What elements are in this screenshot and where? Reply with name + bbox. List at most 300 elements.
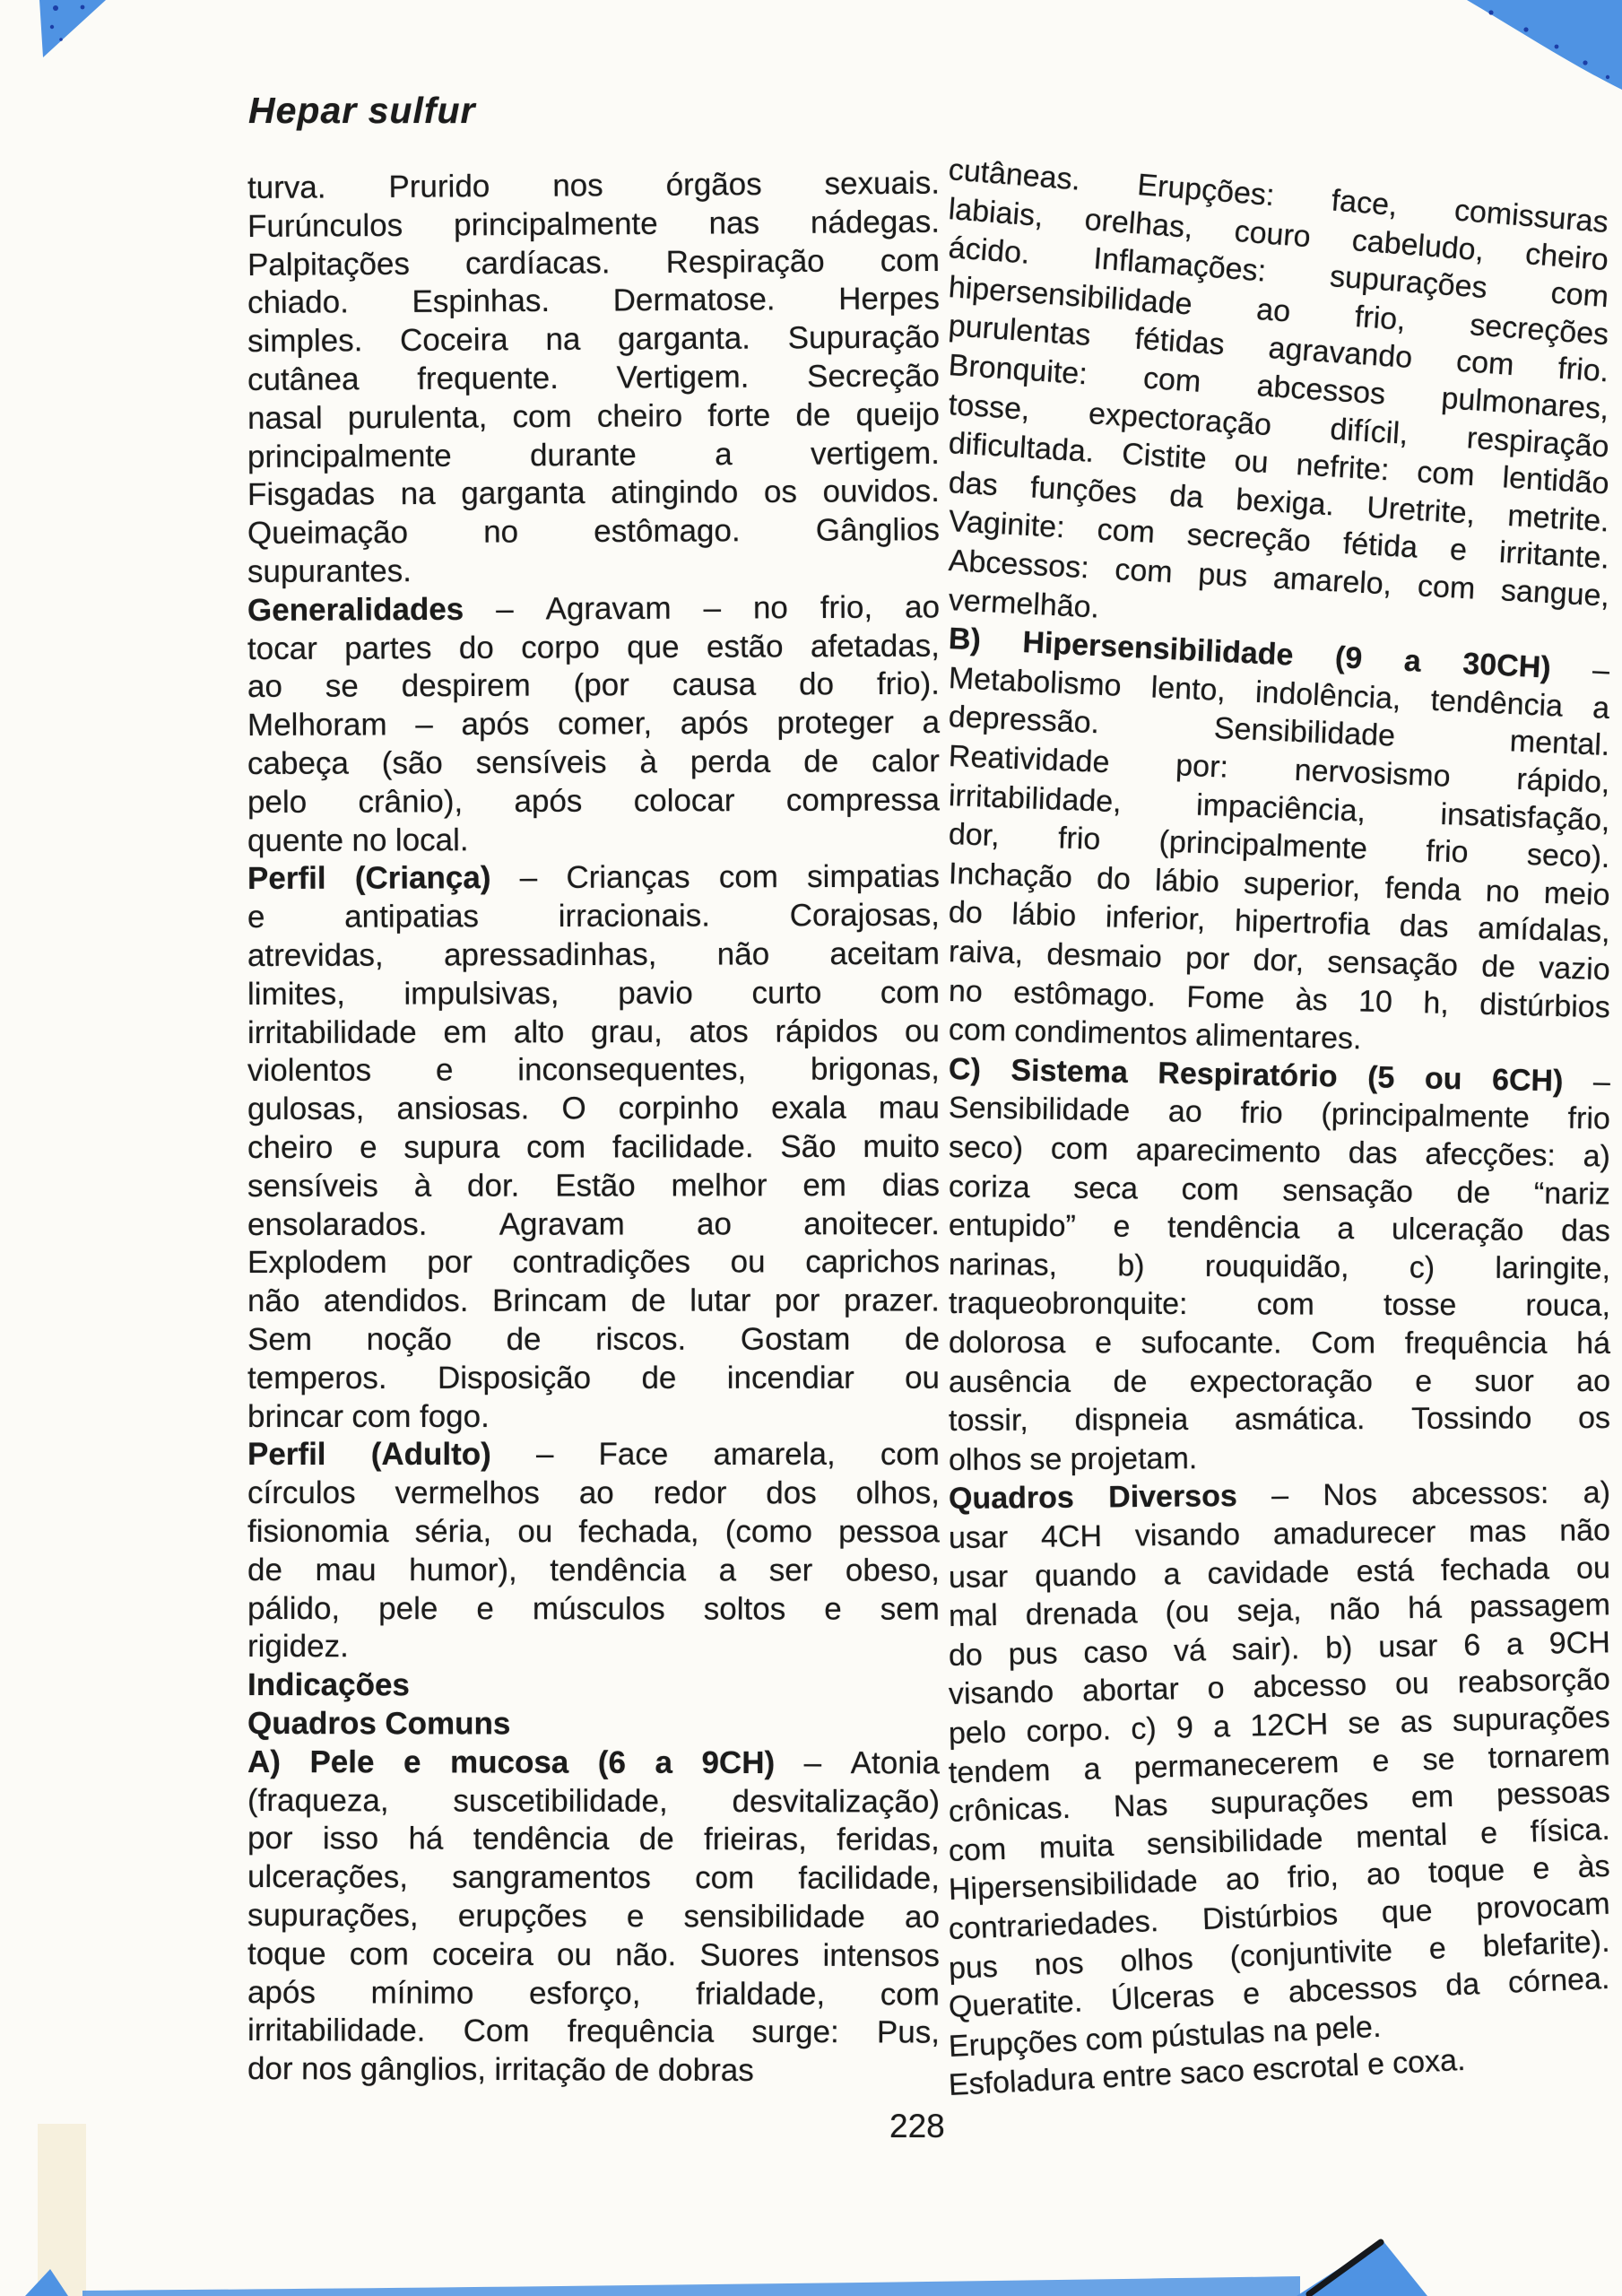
speckle-icon <box>1523 27 1528 31</box>
word: – <box>1592 653 1611 689</box>
word: frialdade, <box>696 1976 826 2012</box>
word: com <box>880 974 941 1011</box>
word: distúrbios <box>1479 987 1611 1025</box>
word: causa <box>672 667 757 703</box>
word: dor, <box>1252 943 1305 978</box>
word: tornarem <box>1488 1737 1611 1775</box>
word: em <box>1410 1779 1454 1815</box>
text-line <box>247 1822 940 1856</box>
word: gânglios, <box>360 2051 487 2088</box>
word: e <box>247 900 265 935</box>
word: rouca, <box>1525 1288 1611 1324</box>
word: com <box>526 1129 586 1165</box>
word: de <box>506 1321 542 1357</box>
word: seja, <box>1236 1593 1302 1629</box>
word: de <box>1480 949 1516 985</box>
word: corpinho <box>618 1091 740 1126</box>
word: queijo <box>855 396 941 432</box>
bold-word: Hipersensibilidade <box>1021 625 1295 673</box>
text-line <box>247 1708 940 1740</box>
word: Metabolismo <box>948 660 1123 703</box>
word: com <box>351 1398 412 1434</box>
word: coceira <box>432 1936 533 1972</box>
word: nos <box>300 2051 352 2087</box>
word: com <box>880 1976 941 2013</box>
bold-word: 30CH) <box>1462 647 1552 685</box>
word: e <box>824 1591 842 1627</box>
word: vá <box>1173 1633 1207 1668</box>
word: (principalmente <box>1321 1097 1531 1135</box>
word: 9 <box>1175 1710 1194 1745</box>
text-line <box>247 206 940 242</box>
word: principalmente <box>247 438 452 474</box>
word: frio). <box>876 666 941 702</box>
word: córnea. <box>1507 1961 1611 2000</box>
word: Hipersensibilidade <box>948 1864 1199 1908</box>
word: fétida <box>1341 526 1419 565</box>
word: cutâneas. <box>947 152 1082 197</box>
word: blefarite). <box>1481 1924 1611 1964</box>
word: agravando <box>1267 331 1414 376</box>
text-line <box>247 822 940 857</box>
word: suscetibilidade, <box>453 1783 668 1819</box>
word: Prurido <box>388 169 490 204</box>
word: que <box>1381 1893 1434 1930</box>
text-line <box>247 474 941 513</box>
word: tendem <box>948 1752 1051 1790</box>
word: saco <box>1179 2054 1245 2092</box>
word: quente <box>247 822 344 858</box>
text-line <box>247 396 941 436</box>
bottom-left-wedge-icon <box>25 2269 68 2296</box>
text-line <box>247 630 940 664</box>
word: lutar <box>690 1283 751 1318</box>
word: muito <box>863 1128 940 1164</box>
word: cheiro <box>596 398 683 434</box>
word: abortar <box>1081 1672 1180 1709</box>
word: secreções <box>1469 308 1610 352</box>
word: (principalmente <box>1158 824 1368 866</box>
word: a <box>715 436 733 472</box>
bold-word: Diversos <box>1107 1479 1237 1515</box>
word: da <box>1444 1967 1480 2003</box>
bold-word: 6CH) <box>1491 1062 1564 1099</box>
word: Coceira <box>399 322 508 359</box>
word: afetadas, <box>810 628 941 664</box>
word: couro <box>1233 213 1313 254</box>
word: pessoas <box>1496 1774 1611 1813</box>
word: com <box>1084 2020 1144 2057</box>
word: de <box>803 744 839 779</box>
word: no <box>948 973 984 1009</box>
word: rápidos <box>775 1013 879 1049</box>
word: Explodem <box>247 1245 387 1281</box>
word: fechada, <box>578 1514 699 1550</box>
word: músculos <box>532 1590 665 1627</box>
word: se <box>1348 1705 1381 1741</box>
word: limites, <box>247 976 345 1012</box>
word: aceitam <box>829 935 941 972</box>
word: e <box>1242 1977 1261 2012</box>
word: a <box>922 705 941 741</box>
word: rigidez. <box>247 1629 349 1665</box>
word: do <box>948 895 984 931</box>
paper-edge-tint <box>38 2124 86 2296</box>
torn-corner-top-right-icon <box>1467 0 1622 90</box>
word: entupido” <box>948 1208 1076 1244</box>
word: Furúnculos <box>247 207 403 244</box>
text-line <box>247 935 941 973</box>
word: meio <box>1543 875 1611 912</box>
word: ao <box>904 589 941 625</box>
word: com <box>695 1860 755 1896</box>
word: Nas <box>1113 1787 1168 1824</box>
speckle-icon <box>59 38 63 41</box>
speckle-icon <box>1583 60 1587 65</box>
word: tosse, <box>947 387 1031 427</box>
word: sensação <box>1282 1172 1414 1209</box>
word: Brincam <box>491 1283 608 1318</box>
word: com <box>1549 275 1610 315</box>
word: melhor <box>671 1167 768 1204</box>
word: visando <box>948 1674 1054 1712</box>
word: – <box>803 1744 822 1780</box>
word: frequente. <box>417 360 559 396</box>
word: sair). <box>1231 1631 1300 1667</box>
word: supurações <box>1452 1700 1611 1738</box>
word: com <box>1454 344 1515 383</box>
word: calor <box>871 744 941 779</box>
bold-word: (9 <box>1334 640 1364 676</box>
word: das <box>1348 1135 1398 1171</box>
word: dor <box>247 2051 293 2087</box>
word: não <box>247 1283 300 1319</box>
word: soltos <box>703 1591 786 1627</box>
word: após <box>247 1974 316 2010</box>
word: supurantes. <box>247 553 412 589</box>
word: pus <box>1197 557 1249 594</box>
text-line <box>247 1321 940 1357</box>
word: mental <box>1355 1817 1448 1855</box>
text-line <box>247 745 940 779</box>
word: ou <box>517 1514 553 1550</box>
word: quando <box>1034 1557 1137 1594</box>
bottom-right-fold-icon <box>1297 2240 1427 2296</box>
word: expectoração <box>1189 1363 1373 1399</box>
word: os <box>1577 1401 1611 1436</box>
text-line <box>247 705 941 744</box>
word: atos <box>689 1013 749 1049</box>
word: exala <box>771 1090 846 1126</box>
word: a) <box>1583 1475 1611 1510</box>
word: Erupções: <box>1136 168 1276 213</box>
word: a <box>1083 1751 1102 1787</box>
word: (como <box>724 1514 813 1550</box>
word: amídalas, <box>1477 911 1611 950</box>
word: com <box>1181 1171 1240 1207</box>
word: Distúrbios <box>1201 1897 1339 1937</box>
word: hipertrofia <box>1234 904 1371 943</box>
page-title: Hepar sulfur <box>248 90 476 131</box>
word: supurações <box>1210 1781 1369 1822</box>
text-line <box>247 1092 940 1125</box>
word: com <box>1416 455 1476 493</box>
word: apressadinhas, <box>443 936 657 973</box>
word: sensibilidade <box>683 1899 865 1935</box>
text-line <box>247 591 940 626</box>
word: e <box>626 1899 645 1935</box>
word: c) <box>1409 1250 1436 1285</box>
word: dobras <box>657 2052 754 2089</box>
word: irritante. <box>1498 535 1610 577</box>
word: vertigem. <box>810 435 941 472</box>
word: inferior, <box>1105 900 1206 938</box>
text-line <box>247 242 941 283</box>
word: desmaio <box>1045 937 1163 975</box>
word: lábio <box>1154 863 1220 900</box>
word: de <box>614 2052 650 2088</box>
word: ao <box>1255 291 1292 329</box>
speckle-icon <box>1488 10 1493 14</box>
text-line <box>949 1327 1610 1359</box>
word: por <box>1184 941 1230 977</box>
word: séria, <box>414 1514 492 1550</box>
word: das <box>1399 909 1450 945</box>
text-line <box>247 784 940 818</box>
word: dor. <box>466 1168 520 1204</box>
word: anoitecer. <box>803 1205 941 1241</box>
word: ou <box>904 1013 940 1048</box>
word: e <box>1531 1851 1551 1887</box>
word: de <box>1113 1364 1148 1399</box>
word: Supuração <box>787 319 941 356</box>
word: dolorosa <box>948 1326 1066 1361</box>
text-line <box>247 974 941 1012</box>
word: dispneia <box>1074 1403 1189 1438</box>
word: – <box>1271 1478 1289 1514</box>
word: pulmonares, <box>1440 380 1610 427</box>
bold-word: Indicações <box>247 1667 410 1703</box>
text-line <box>247 1782 941 1820</box>
word: sensação <box>1326 944 1459 983</box>
word: – <box>535 1437 554 1473</box>
word: dificultada. <box>947 426 1096 470</box>
word: Cistite <box>1121 437 1208 476</box>
text-line <box>247 552 940 587</box>
word: em <box>443 1013 488 1050</box>
text-line <box>247 512 941 552</box>
word: abcessos <box>1255 369 1387 412</box>
bold-word: Comuns <box>385 1706 511 1742</box>
word: Disposição <box>437 1360 592 1396</box>
text-line <box>247 360 940 396</box>
word: suor <box>1474 1363 1534 1398</box>
word: e <box>476 1590 494 1626</box>
bold-word: 9CH) <box>701 1744 776 1780</box>
word: ao <box>1167 1094 1203 1130</box>
word: com <box>1141 361 1202 399</box>
word: de <box>795 397 831 433</box>
word: e <box>1113 1209 1131 1245</box>
word: Estão <box>555 1168 636 1204</box>
word: traqueobronquite: <box>948 1286 1188 1322</box>
word: ácido. <box>947 230 1031 271</box>
word: irritação <box>494 2052 607 2088</box>
word: com <box>1256 1287 1314 1322</box>
text-line <box>948 1475 1611 1517</box>
word: estômago. <box>1012 975 1157 1013</box>
word: e <box>435 1052 454 1088</box>
word: Reatividade <box>948 739 1111 780</box>
word: fogo. <box>419 1398 490 1434</box>
text-line <box>948 1363 1611 1399</box>
text-line <box>247 897 941 935</box>
word: incendiar <box>726 1360 854 1396</box>
word: com <box>512 398 572 435</box>
word: escrotal <box>1252 2048 1360 2088</box>
word: e <box>1428 1930 1447 1966</box>
word: em <box>802 1167 846 1203</box>
crease-line-icon <box>1309 2242 1381 2294</box>
word: Corajosas, <box>789 897 941 934</box>
word: – <box>519 860 538 896</box>
word: as <box>1400 1704 1434 1740</box>
word: amarelo, <box>1272 561 1393 602</box>
word: fétidas <box>1133 321 1226 362</box>
word: visando <box>1134 1518 1241 1553</box>
word: cabeludo, <box>1350 222 1486 268</box>
word: coxa. <box>1392 2043 1467 2082</box>
word: “nariz <box>1533 1176 1611 1212</box>
word: b) <box>1117 1248 1145 1283</box>
word: Vertigem. <box>616 359 750 396</box>
page-number: 228 <box>889 2108 945 2144</box>
word: hipersensibilidade <box>947 269 1193 322</box>
word: estômago. <box>594 513 741 550</box>
word: frieiras, <box>704 1822 807 1857</box>
word: no <box>1485 874 1521 909</box>
word: por <box>427 1245 473 1281</box>
word: reabsorção <box>1457 1662 1611 1700</box>
text-line <box>247 1554 940 1587</box>
word: e <box>1415 1363 1433 1398</box>
word: atrevidas, <box>247 937 384 973</box>
text-line <box>247 1900 940 1933</box>
word: chiado. <box>247 284 349 321</box>
word: (conjuntivite <box>1228 1933 1393 1974</box>
word: ouvidos. <box>822 474 941 510</box>
word: frio <box>1057 821 1101 857</box>
word: seca <box>1073 1170 1139 1206</box>
word: à <box>639 744 658 780</box>
word: durante <box>529 437 637 473</box>
word: a <box>1505 1627 1524 1662</box>
word: Crianças <box>566 859 690 896</box>
word: de <box>638 1822 674 1857</box>
word: muita <box>1038 1828 1115 1866</box>
word: não <box>1329 1591 1381 1627</box>
word: Suores <box>699 1937 800 1973</box>
word: cavidade <box>1207 1554 1330 1591</box>
bold-word: A) <box>247 1744 281 1779</box>
word: Sensibilidade <box>1213 711 1396 754</box>
word: principalmente <box>453 205 658 243</box>
text-line <box>247 1746 940 1779</box>
word: à <box>413 1168 432 1204</box>
word: com <box>948 1831 1007 1868</box>
word: com <box>349 1936 409 1972</box>
word: pele. <box>1314 2009 1383 2047</box>
word: ao <box>1366 1857 1401 1892</box>
word: caprichos <box>805 1244 941 1280</box>
word: Face <box>598 1437 669 1473</box>
word: às <box>1576 1849 1611 1885</box>
bottom-edge-strip-icon <box>82 2276 1300 2296</box>
word: Agravam <box>499 1206 625 1242</box>
word: após <box>514 783 583 819</box>
text-line <box>949 1552 1610 1593</box>
word: raiva, <box>948 935 1024 971</box>
word: cheiro <box>247 1129 334 1165</box>
text-line <box>247 1631 940 1663</box>
text-line <box>247 1514 940 1550</box>
text-line <box>247 2014 940 2048</box>
word: respiração <box>1465 420 1610 465</box>
word: amarela, <box>713 1437 836 1473</box>
word: de <box>904 1321 940 1357</box>
word: a <box>1212 1709 1231 1744</box>
word: olhos, <box>855 1475 941 1511</box>
word: nasal <box>247 400 323 436</box>
bold-word: Respiratório <box>1158 1056 1338 1094</box>
word: corpo. <box>1026 1712 1112 1749</box>
text-line <box>247 319 941 360</box>
word: – <box>1592 1064 1611 1100</box>
word: funções <box>1028 470 1139 511</box>
word: Pus, <box>876 2014 941 2050</box>
word: caso <box>1082 1634 1149 1670</box>
bold-word: Quadros <box>247 1706 377 1742</box>
word: usar <box>1377 1628 1438 1665</box>
bold-word: a <box>1402 643 1422 679</box>
word: cardíacas. <box>464 244 611 281</box>
word: O <box>561 1091 586 1126</box>
word: proteger <box>776 705 894 741</box>
word: seco). <box>1526 838 1611 875</box>
word: alto <box>513 1013 565 1049</box>
word: pele <box>378 1590 438 1626</box>
text-line <box>247 2053 940 2087</box>
word: asmática. <box>1234 1402 1366 1437</box>
word: a <box>718 1552 737 1588</box>
bold-word: e <box>403 1744 421 1780</box>
word: vermelhão. <box>948 582 1100 625</box>
word: Inchação <box>948 856 1073 895</box>
word: brigonas, <box>810 1051 941 1088</box>
word: fisionomia <box>247 1514 389 1550</box>
word: corpo <box>521 629 600 665</box>
word: – <box>415 707 433 743</box>
word: esforço, <box>528 1975 641 2011</box>
word: frequência <box>1404 1326 1548 1361</box>
text-line <box>949 1440 1610 1475</box>
word: de <box>1456 1175 1491 1210</box>
word: tocar <box>247 631 317 666</box>
word: ou <box>557 1936 593 1972</box>
word: sexuais. <box>824 165 941 202</box>
word: no <box>752 589 788 626</box>
word: Vaginite: <box>947 504 1066 545</box>
